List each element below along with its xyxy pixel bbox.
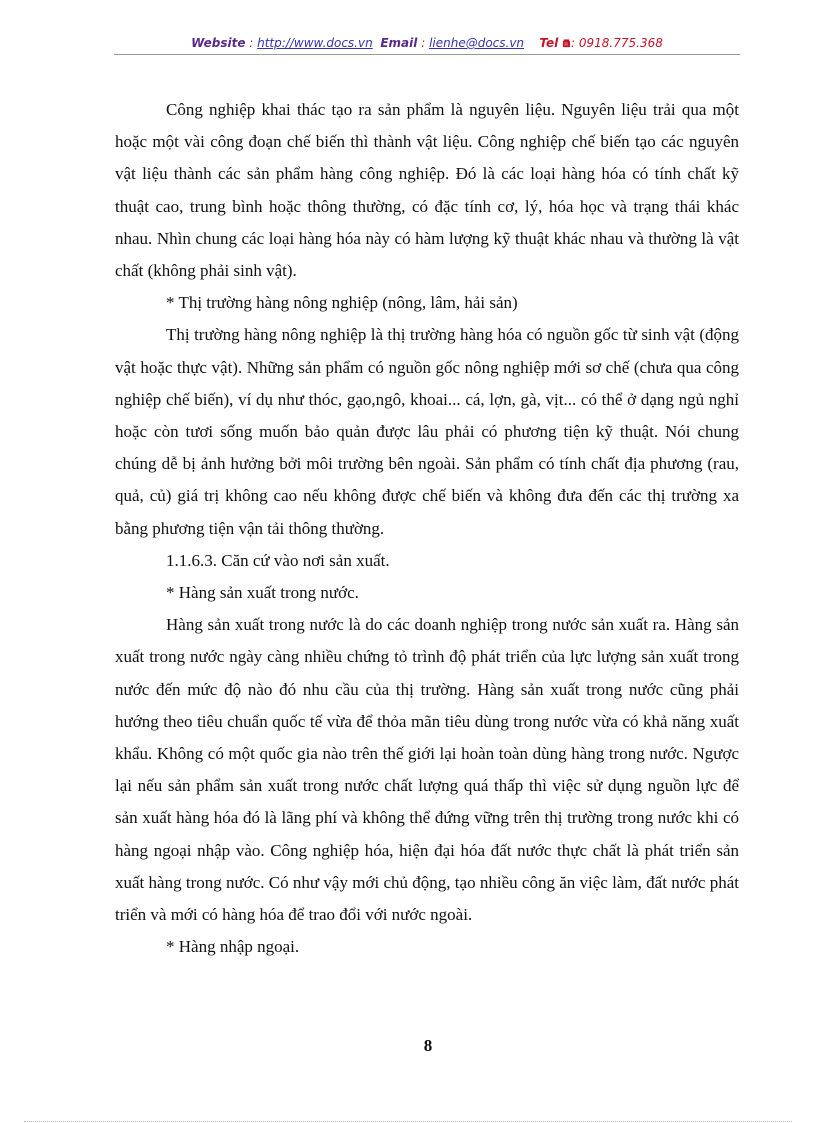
website-separator: : <box>245 36 258 50</box>
page-bottom-divider <box>24 1121 792 1122</box>
paragraph-agricultural-market: Thị trường hàng nông nghiệp là thị trường hàng hóa có nguồn gốc từ sinh vật (động vật hoặc thực vật). Những sản phẩm có nguồn gốc nông nghiệp mới sơ chế (chưa qua công nghiệp chế biến), ví dụ như thóc, gạo,ngô, khoai... cá, lợn, gà, vịt... có thể ở dạng ngủ nghỉ hoặc còn tươi sống muốn bảo quản được lâu phải có phương tiện kỹ thuật. Nói chung chúng dễ bị ảnh hưởng bởi môi trường bên ngoài. Sản phẩm có tính chất địa phương (rau, quả, củ) giá trị không cao nếu không được chế biến và không đưa đến các thị trường xa bằng phương tiện vận tải thông thường. <box>115 325 739 538</box>
tel-number: 0918.775.368 <box>578 36 663 50</box>
page-number: 8 <box>423 1036 433 1055</box>
email-label: Email <box>380 36 418 50</box>
header-divider <box>114 54 740 55</box>
heading-agricultural-market: * Thị trường hàng nông nghiệp (nông, lâm, hải sản) <box>166 293 518 313</box>
website-label: Website <box>191 36 246 50</box>
heading-domestic-goods: * Hàng sản xuất trong nước. <box>166 583 359 603</box>
page-header <box>114 36 740 50</box>
email-link[interactable]: lienhe@docs.vn <box>429 36 525 50</box>
email-separator: : <box>417 36 430 50</box>
paragraph-industrial-products: Công nghiệp khai thác tạo ra sản phẩm là nguyên liệu. Nguyên liệu trải qua một hoặc một vài công đoạn chế biến thì thành vật liệu. Công nghiệp chế biến tạo các nguyên vật liệu thành các sản phẩm hàng công nghiệp. Đó là các loại hàng hóa có tính chất kỹ thuật cao, trung bình hoặc thông thường, có đặc tính cơ, lý, hóa học và trạng thái khác nhau. Nhìn chung các loại hàng hóa này có hàm lượng kỹ thuật khác nhau và thường là vật chất (không phải sinh vật). <box>115 100 739 281</box>
paragraph-domestic-goods: Hàng sản xuất trong nước là do các doanh nghiệp trong nước sản xuất ra. Hàng sản xuất trong nước ngày càng nhiều chứng tỏ trình độ phát triển của lực lượng sản xuất trong nước đến mức độ nào đó nhu cầu của thị trường. Hàng sản xuất trong nước cũng phải hướng theo tiêu chuẩn quốc tế vừa để thỏa mãn tiêu dùng trong nước vừa có khả năng xuất khẩu. Không có một quốc gia nào trên thế giới lại hoàn toàn dùng hàng trong nước. Ngược lại nếu sản phẩm sản xuất trong nước chất lượng quá thấp thì việc sử dụng nguồn lực để sản xuất hàng hóa đó là lãng phí và không thể đứng vững trên thị trường trong nước khi có hàng ngoại nhập vào. Công nghiệp hóa, hiện đại hóa đất nước thực chất là phát triển sản xuất hàng trong nước. Có như vậy mới chủ động, tạo nhiều công ăn việc làm, đất nước phát triển và mới có hàng hóa để trao đổi với nước ngoài. <box>115 615 739 925</box>
heading-imported-goods: * Hàng nhập ngoại. <box>166 937 300 957</box>
tel-separator: : <box>571 36 579 50</box>
website-link[interactable]: http://www.docs.vn <box>257 36 373 50</box>
section-heading-1-1-6-3: 1.1.6.3. Căn cứ vào nơi sản xuất. <box>166 550 390 570</box>
phone-icon <box>562 39 571 48</box>
tel-label: Tel <box>539 36 559 50</box>
page-body <box>115 94 739 963</box>
